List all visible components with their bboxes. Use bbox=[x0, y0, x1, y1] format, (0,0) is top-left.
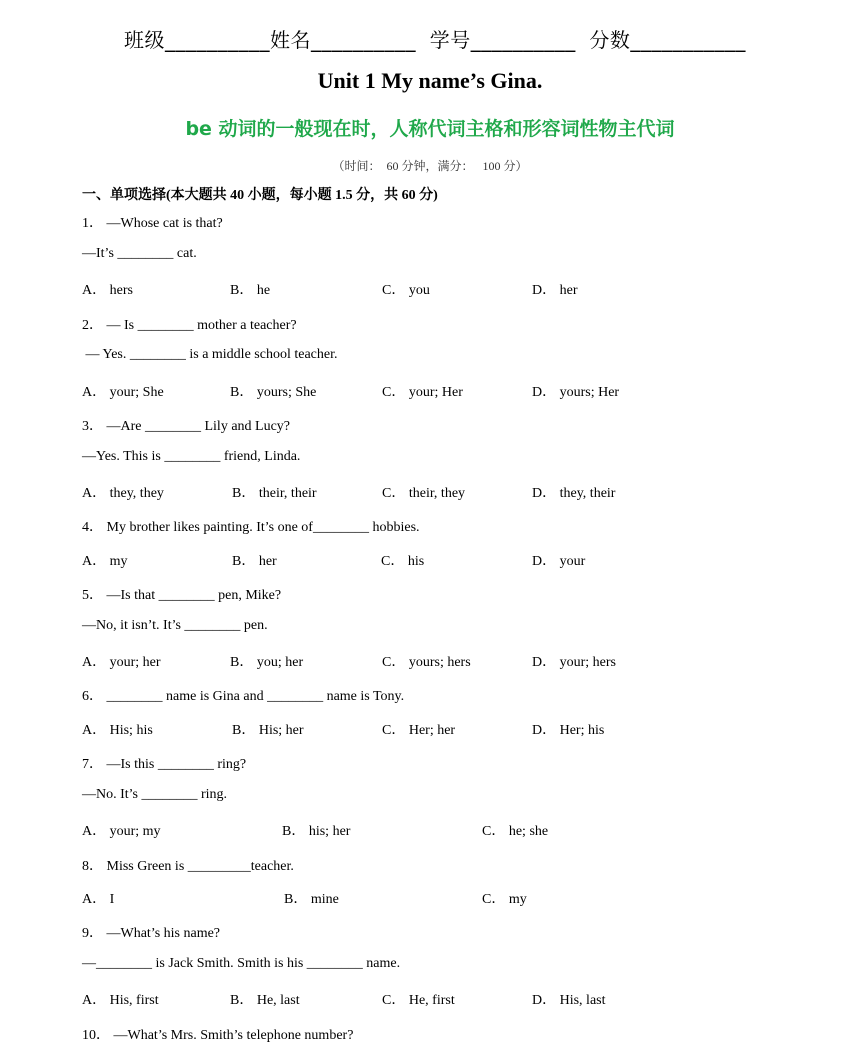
question-line: 9． —What’s his name? bbox=[82, 926, 221, 941]
option-b: B． you; her bbox=[230, 655, 304, 670]
option-c: C． you bbox=[382, 283, 430, 298]
question-line: —Yes. This is ________ friend, Linda. bbox=[82, 449, 301, 464]
option-d: D． yours; Her bbox=[532, 385, 620, 400]
option-c: C． my bbox=[482, 892, 527, 907]
option-d: D． your; hers bbox=[532, 655, 616, 670]
grammar-subtitle: be 动词的一般现在时，人称代词主格和形容词性物主代词 bbox=[185, 118, 675, 140]
option-a: A． His; his bbox=[82, 723, 153, 738]
question-line: 2． — Is ________ mother a teacher? bbox=[82, 318, 297, 333]
question-line: 8． Miss Green is _________teacher. bbox=[82, 859, 294, 874]
option-b: B． His; her bbox=[232, 723, 304, 738]
question-line: 3． —Are ________ Lily and Lucy? bbox=[82, 419, 291, 434]
option-b: B． mine bbox=[284, 892, 339, 907]
question-line: 10． —What’s Mrs. Smith’s telephone number? bbox=[82, 1028, 354, 1043]
question-line: 7． —Is this ________ ring? bbox=[82, 757, 247, 772]
question-line: 4． My brother likes painting. It’s one of________ hobbies. bbox=[82, 520, 420, 535]
option-d: D． your bbox=[532, 554, 586, 569]
option-b: B． he bbox=[230, 283, 271, 298]
option-b: B． He, last bbox=[230, 993, 300, 1008]
option-b: B． her bbox=[232, 554, 277, 569]
student-info-header: 班级__________姓名__________ 学号__________ 分数___________ bbox=[124, 28, 746, 52]
question-line: — Yes. ________ is a middle school teacher. bbox=[82, 347, 338, 362]
option-c: C． Her; her bbox=[382, 723, 456, 738]
option-d: D． they, their bbox=[532, 486, 616, 501]
option-a: A． your; She bbox=[82, 385, 164, 400]
section-title: 一、单项选择(本大题共 40 小题，每小题 1.5 分，共 60 分) bbox=[82, 188, 438, 203]
question-line: —No, it isn’t. It’s ________ pen. bbox=[82, 618, 268, 633]
option-a: A． your; my bbox=[82, 824, 161, 839]
time-and-score-info: （时间： 60 分钟，满分： 100 分） bbox=[332, 159, 528, 173]
option-d: D． His, last bbox=[532, 993, 606, 1008]
option-a: A． hers bbox=[82, 283, 133, 298]
question-line: —No. It’s ________ ring. bbox=[82, 787, 228, 802]
unit-title: Unit 1 My name’s Gina. bbox=[317, 68, 543, 93]
option-d: D． her bbox=[532, 283, 578, 298]
question-line: 5． —Is that ________ pen, Mike? bbox=[82, 588, 282, 603]
option-b: B． his; her bbox=[282, 824, 351, 839]
option-d: D． Her; his bbox=[532, 723, 605, 738]
option-c: C． yours; hers bbox=[382, 655, 471, 670]
option-a: A． your; her bbox=[82, 655, 161, 670]
option-c: C． your; Her bbox=[382, 385, 463, 400]
option-a: A． they, they bbox=[82, 486, 164, 501]
option-c: C． He, first bbox=[382, 993, 455, 1008]
option-a: A． His, first bbox=[82, 993, 159, 1008]
question-line: —________ is Jack Smith. Smith is his ________ name. bbox=[82, 956, 401, 971]
question-line: 1． —Whose cat is that? bbox=[82, 216, 223, 231]
question-line: 6． ________ name is Gina and ________ name is Tony. bbox=[82, 689, 405, 704]
question-line: —It’s ________ cat. bbox=[82, 246, 197, 261]
option-c: C． his bbox=[381, 554, 425, 569]
option-a: A． I bbox=[82, 892, 115, 907]
option-c: C． he; she bbox=[482, 824, 549, 839]
option-a: A． my bbox=[82, 554, 128, 569]
option-b: B． their, their bbox=[232, 486, 317, 501]
option-b: B． yours; She bbox=[230, 385, 317, 400]
option-c: C． their, they bbox=[382, 486, 466, 501]
